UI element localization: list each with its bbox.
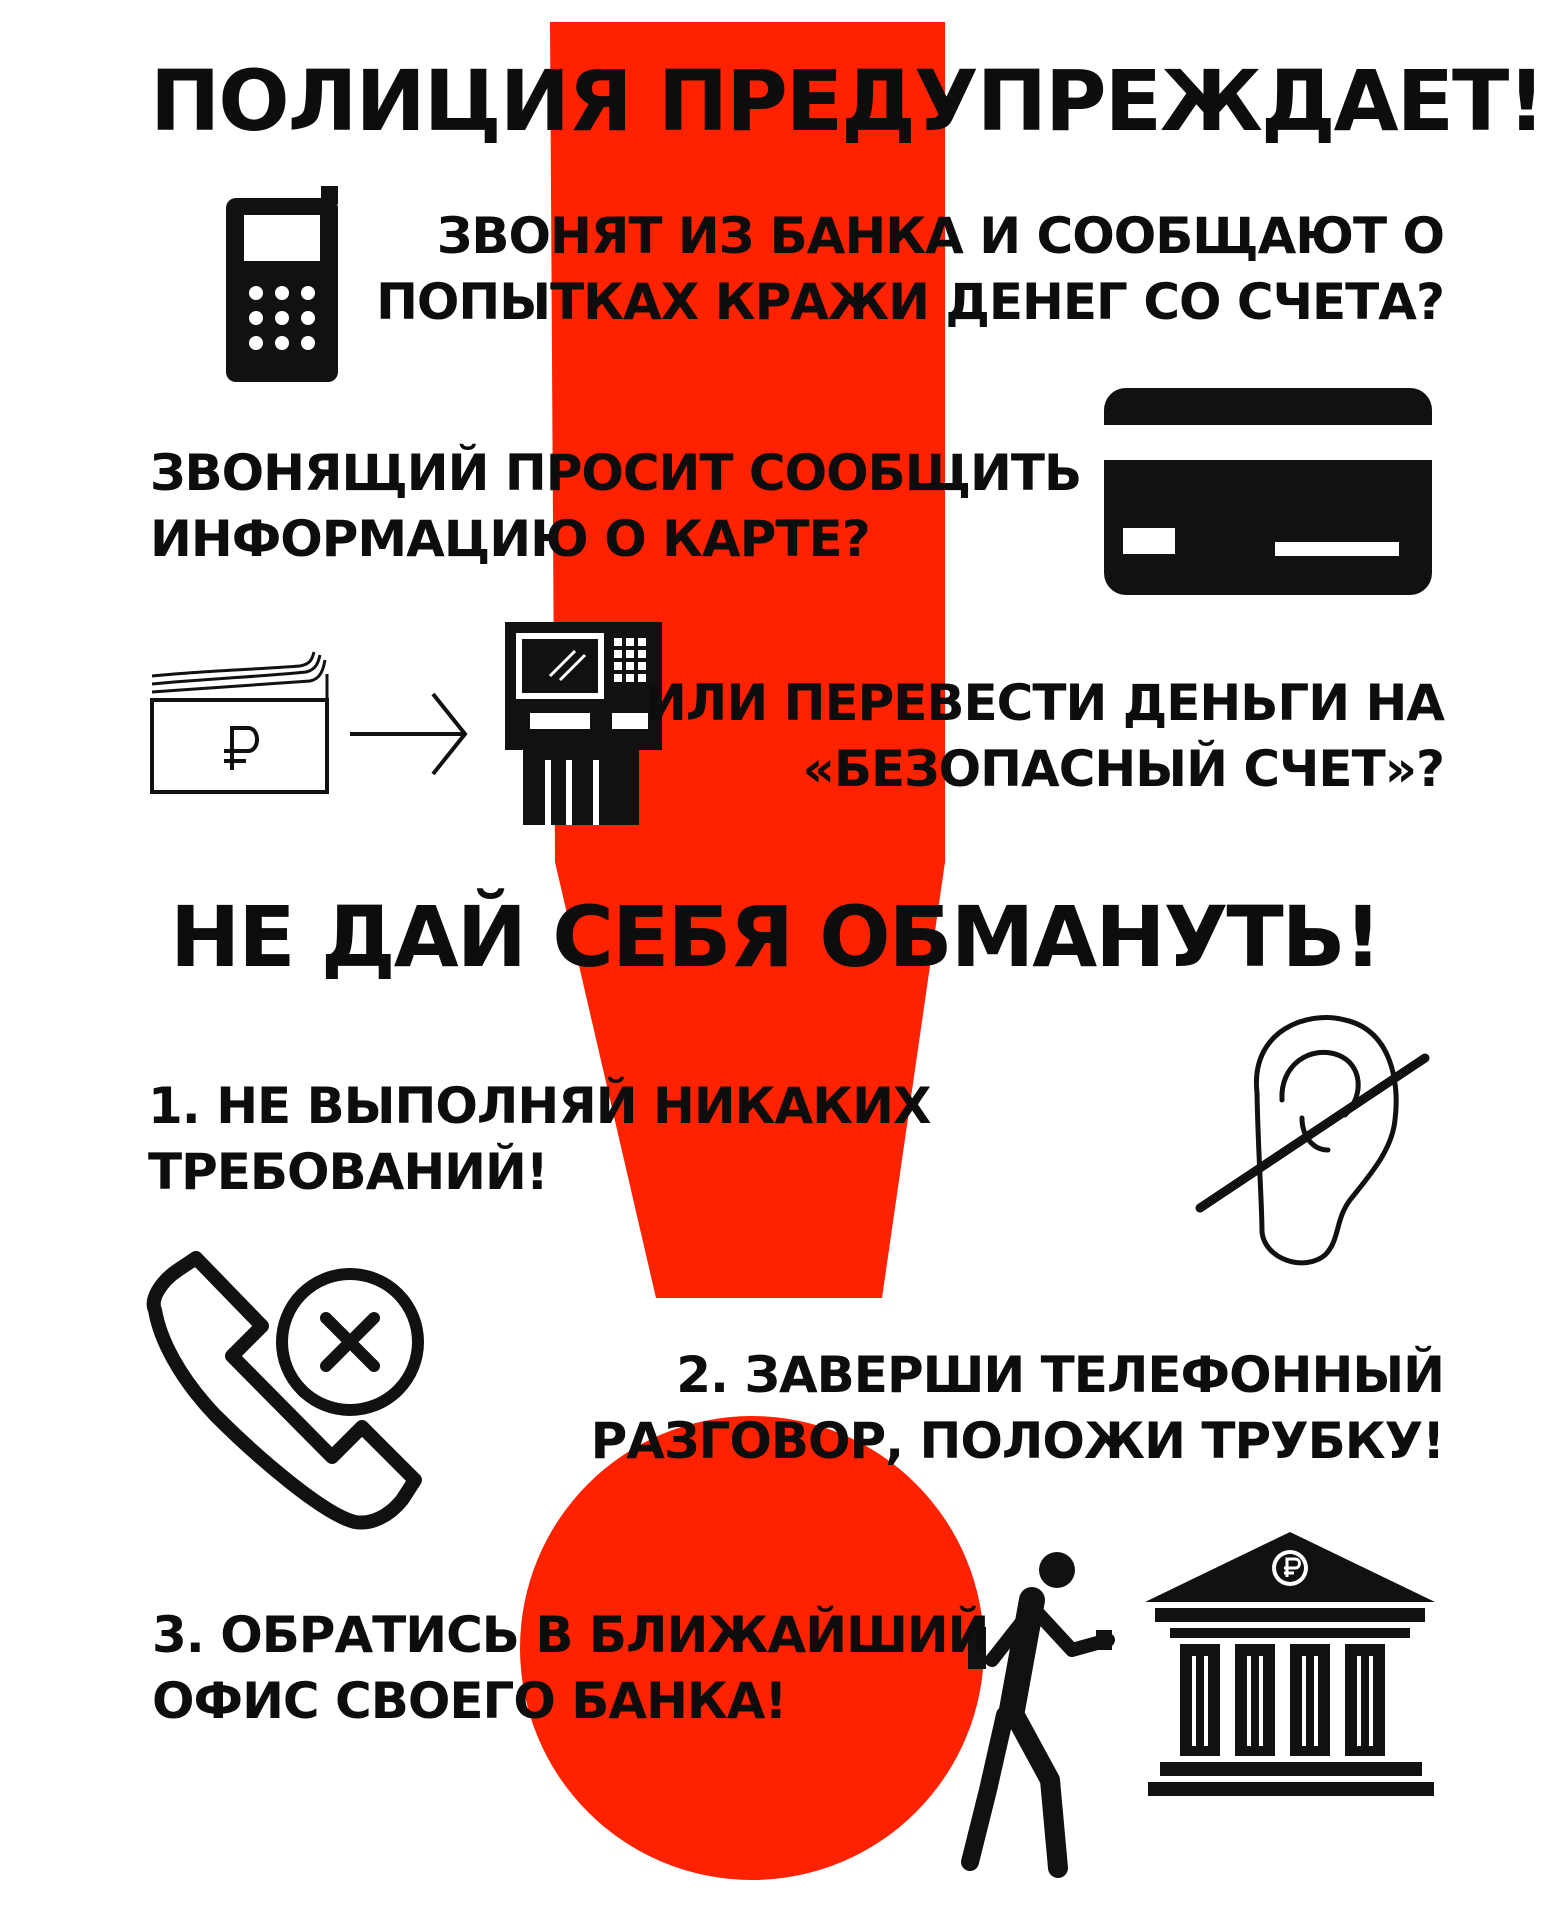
banknotes-ruble-icon: [152, 652, 327, 792]
mobile-phone-icon: [226, 186, 338, 382]
warning-card-info-line-1: ЗВОНЯЩИЙ ПРОСИТ СООБЩИТЬ: [150, 444, 1082, 502]
slogan: НЕ ДАЙ СЕБЯ ОБМАНУТЬ!: [170, 888, 1381, 986]
ear-crossed-icon: [1200, 1018, 1425, 1263]
warning-bank-call-line-2: ПОПЫТКАХ КРАЖИ ДЕНЕГ СО СЧЕТА?: [376, 273, 1444, 331]
advice-3-line-2: ОФИС СВОЕГО БАНКА!: [152, 1672, 787, 1730]
atm-icon: [505, 622, 662, 825]
warning-card-info: [150, 440, 1081, 572]
advice-2-line-1: 2. ЗАВЕРШИ ТЕЛЕФОННЫЙ: [676, 1346, 1444, 1404]
warning-safe-account-line-2: «БЕЗОПАСНЫЙ СЧЕТ»?: [802, 740, 1444, 798]
advice-3: [152, 1602, 989, 1734]
bank-building-icon: [1145, 1532, 1435, 1796]
advice-3-line-1: 3. ОБРАТИСЬ В БЛИЖАЙШИЙ: [152, 1606, 989, 1664]
page-title: ПОЛИЦИЯ ПРЕДУПРЕЖДАЕТ!: [150, 52, 1544, 150]
bank-card-icon: [1104, 388, 1432, 595]
advice-2: [591, 1342, 1444, 1474]
warning-bank-call: [376, 203, 1444, 335]
walking-man-icon: [968, 1552, 1112, 1868]
warning-safe-account-line-1: ИЛИ ПЕРЕВЕСТИ ДЕНЬГИ НА: [644, 674, 1444, 732]
warning-safe-account: [645, 670, 1444, 802]
arrow-right-icon: [350, 694, 465, 774]
advice-1: [148, 1073, 931, 1205]
advice-1-line-1: 1. НЕ ВЫПОЛНЯЙ НИКАКИХ: [148, 1077, 931, 1135]
warning-bank-call-line-1: ЗВОНЯТ ИЗ БАНКА И СООБЩАЮТ О: [436, 207, 1444, 265]
hang-up-phone-icon: [154, 1258, 418, 1523]
advice-2-line-2: РАЗГОВОР, ПОЛОЖИ ТРУБКУ!: [590, 1412, 1444, 1470]
warning-card-info-line-2: ИНФОРМАЦИЮ О КАРТЕ?: [150, 510, 870, 568]
advice-1-line-2: ТРЕБОВАНИЙ!: [148, 1143, 548, 1201]
